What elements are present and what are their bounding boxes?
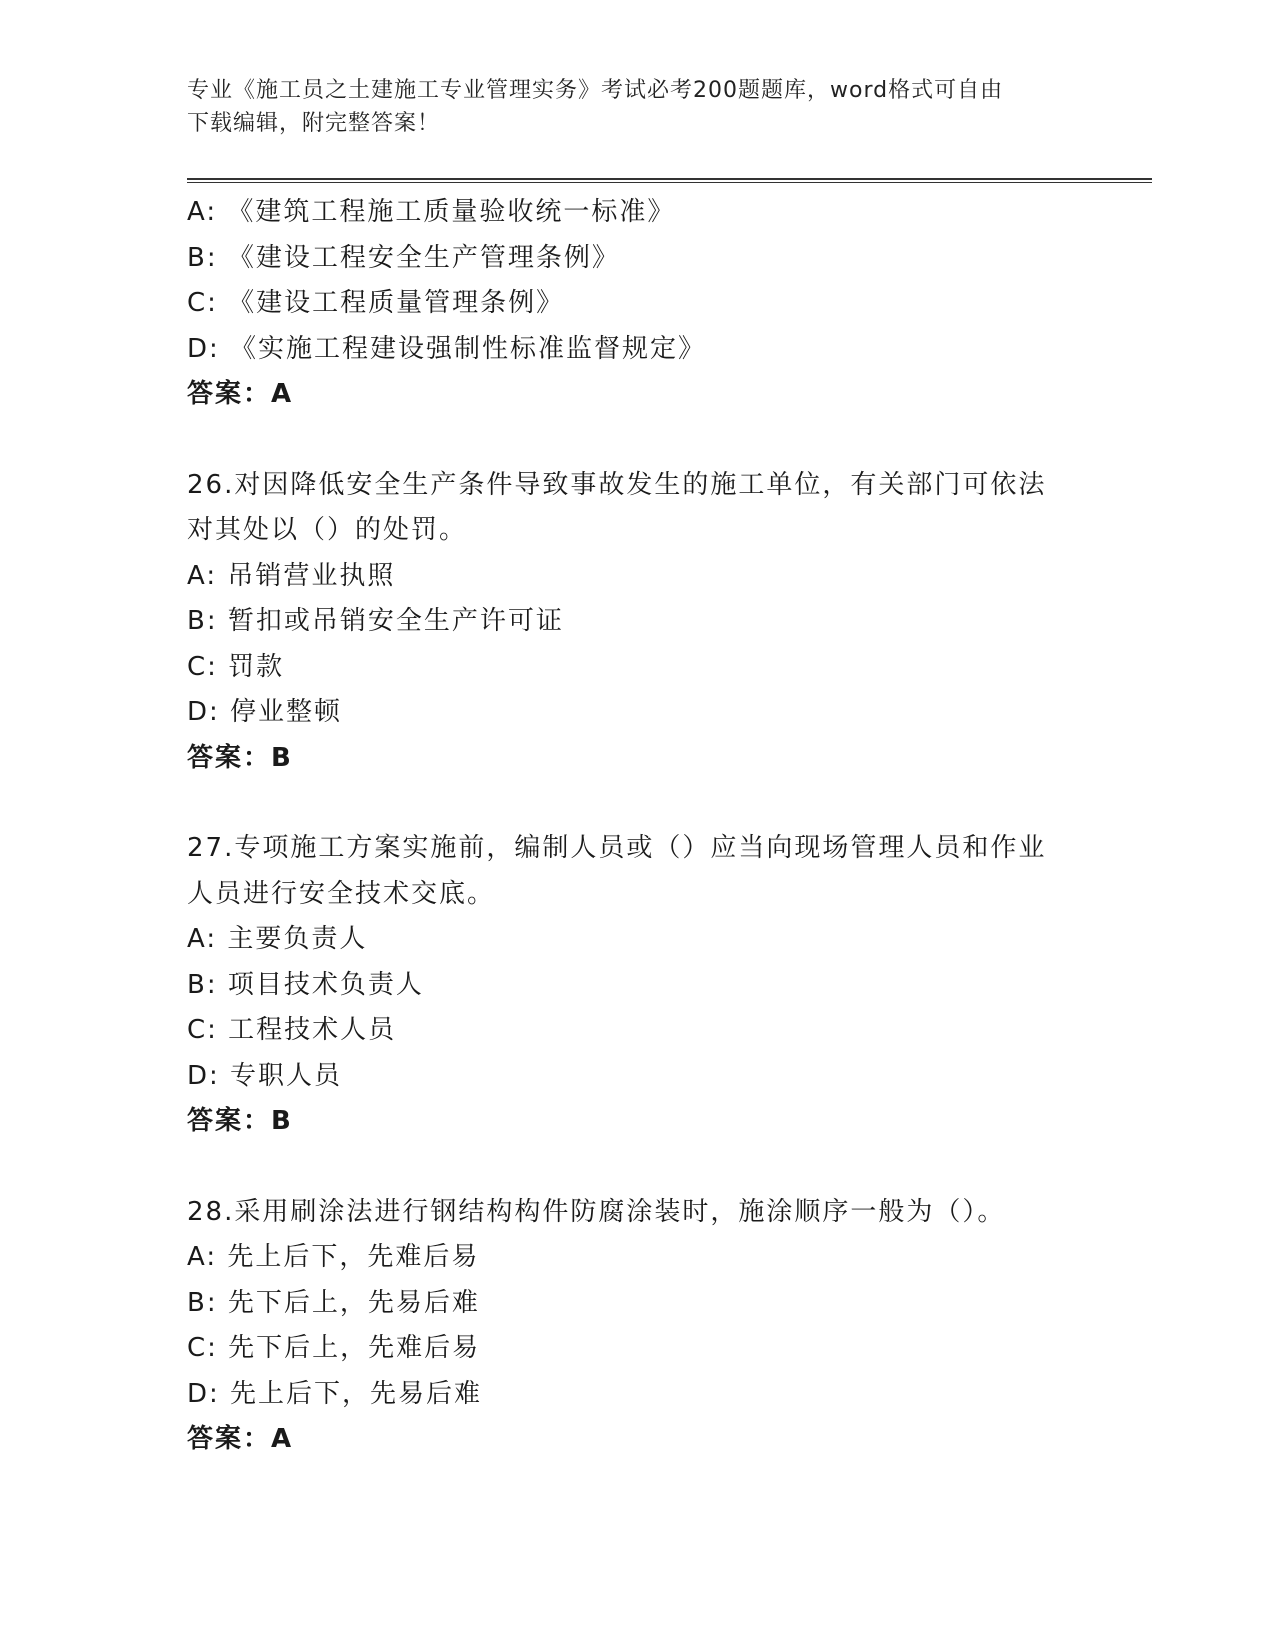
option-c: C: 先下后上，先难后易	[187, 1333, 481, 1363]
question-25-block	[187, 190, 1127, 418]
question-27	[187, 826, 1127, 1145]
answer-line: 答案：A	[187, 1424, 294, 1454]
spacer	[187, 418, 1127, 463]
option-a: A: 吊销营业执照	[187, 560, 396, 591]
option-d: D: 停业整顿	[187, 697, 343, 727]
spacer	[187, 1145, 1127, 1190]
header-divider	[187, 178, 1152, 183]
header-line-1: 专业《施工员之土建施工专业管理实务》考试必考200题题库，word格式可自由	[187, 78, 1004, 103]
option-b: B: 《建设工程安全生产管理条例》	[187, 242, 620, 273]
option-b: B: 暂扣或吊销安全生产许可证	[187, 606, 564, 636]
option-a: A: 《建筑工程施工质量验收统一标准》	[187, 197, 676, 227]
option-d: D: 先上后下，先易后难	[187, 1378, 483, 1409]
option-b: B: 先下后上，先易后难	[187, 1287, 480, 1318]
spacer	[187, 781, 1127, 826]
question-text-line-2: 人员进行安全技术交底。	[187, 878, 496, 909]
answer-line: 答案：B	[187, 1106, 293, 1136]
document-header	[187, 74, 1087, 140]
question-text-line-1: 28.采用刷涂法进行钢结构构件防腐涂装时，施涂顺序一般为（）。	[187, 1196, 1006, 1227]
answer-line: 答案：B	[187, 742, 293, 773]
option-a: A: 先上后下，先难后易	[187, 1242, 480, 1272]
option-c: C: 工程技术人员	[187, 1015, 397, 1045]
question-text-line-2: 对其处以（）的处罚。	[187, 515, 468, 545]
option-b: B: 项目技术负责人	[187, 969, 424, 1000]
question-list	[187, 190, 1127, 1463]
option-d: D: 专职人员	[187, 1060, 343, 1091]
header-line-2: 下载编辑，附完整答案！	[187, 111, 441, 136]
question-text-line-1: 27.专项施工方案实施前，编制人员或（）应当向现场管理人员和作业	[187, 833, 1047, 863]
question-text-line-1: 26.对因降低安全生产条件导致事故发生的施工单位，有关部门可依法	[187, 469, 1047, 500]
option-c: C: 《建设工程质量管理条例》	[187, 288, 565, 318]
option-d: D: 《实施工程建设强制性标准监督规定》	[187, 333, 707, 364]
option-c: C: 罚款	[187, 651, 285, 682]
question-28	[187, 1190, 1127, 1463]
question-26	[187, 463, 1127, 782]
option-a: A: 主要负责人	[187, 924, 368, 954]
answer-line: 答案：A	[187, 379, 294, 409]
